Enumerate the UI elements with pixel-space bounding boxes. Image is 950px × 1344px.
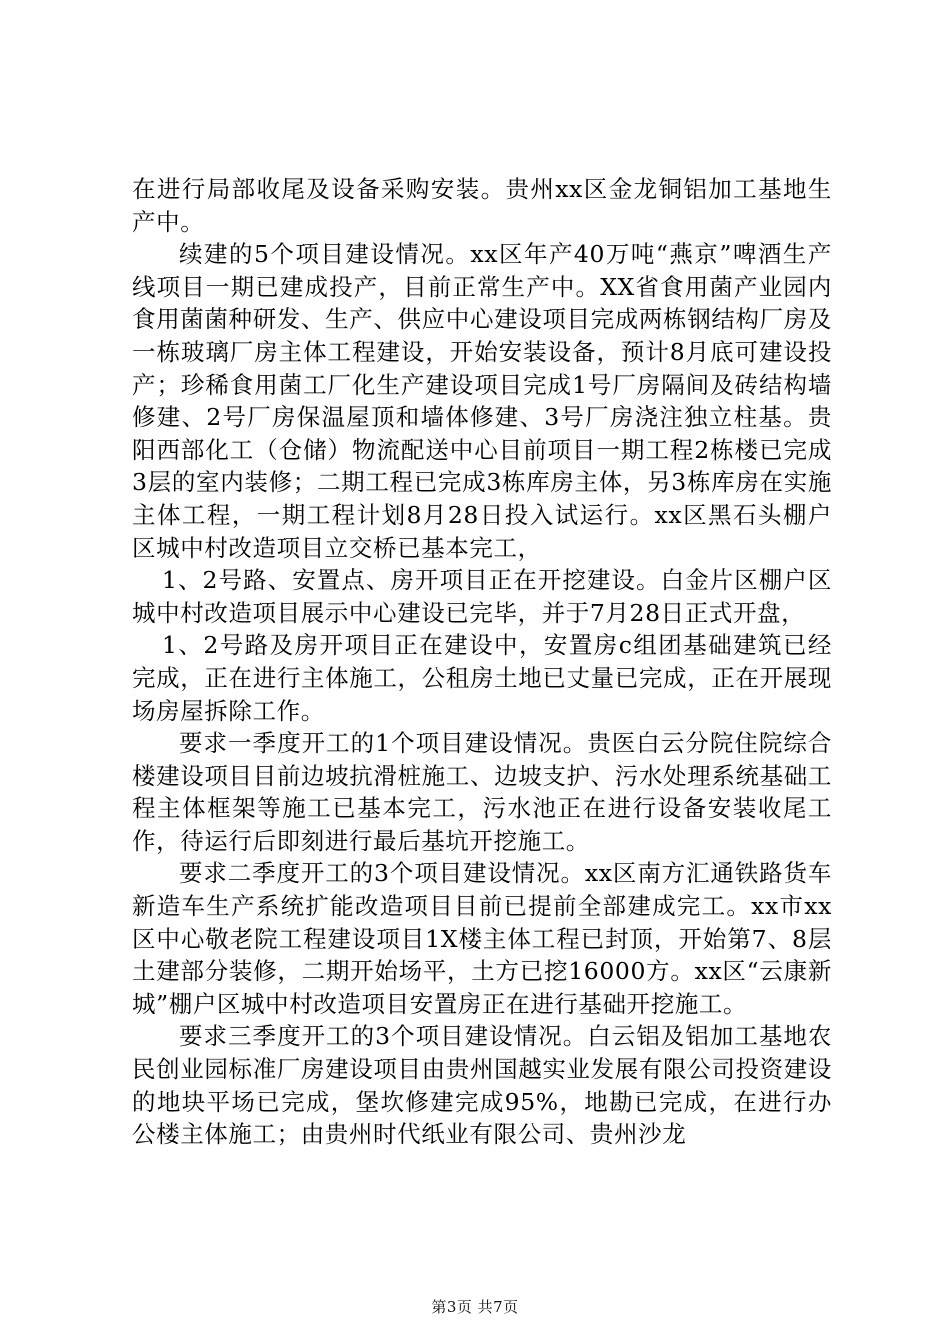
page-number-footer: 第3页 共7页: [431, 1298, 519, 1316]
paragraph-4: 1、2号路及房开项目正在建设中，安置房c组团基础建筑已经完成，正在进行主体施工，公租房土地已丈量已完成，正在开展现场房屋拆除工作。: [132, 631, 832, 725]
paragraph-3: 1、2号路、安置点、房开项目正在开挖建设。白金片区棚户区城中村改造项目展示中心建设已完毕，并于7月28日正式开盘，: [132, 566, 832, 627]
paragraph-2: 续建的5个项目建设情况。xx区年产40万吨“燕京”啤酒生产线项目一期已建成投产，目前正常生产中。XX省食用菌产业园内食用菌菌种研发、生产、供应中心建设项目完成两栋钢结构厂房及一栋玻璃厂房主体工程建设，开始安装设备，预计8月底可建设投产；珍稀食用菌工厂化生产建设项目完成1号厂房隔间及砖结构墙修建、2号厂房保温屋顶和墙体修建、3号厂房浇注独立柱基。贵阳西部化工（仓储）物流配送中心目前项目一期工程2栋楼已完成3层的室内装修；二期工程已完成3栋库房主体，另3栋库房在实施主体工程，一期工程计划8月28日投入试运行。xx区黑石头棚户区城中村改造项目立交桥已基本完工，: [132, 240, 832, 562]
paragraph-6: 要求二季度开工的3个项目建设情况。xx区南方汇通铁路货车新造车生产系统扩能改造项目目前已提前全部建成完工。xx市xx区中心敬老院工程建设项目1X楼主体工程已封顶，开始第7、8层土建部分装修，二期开始场平，土方已挖16000方。xx区“云康新城”棚户区城中村改造项目安置房正在进行基础开挖施工。: [132, 859, 832, 1018]
document-body: [132, 173, 832, 1151]
paragraph-7: 要求三季度开工的3个项目建设情况。白云铝及铝加工基地农民创业园标准厂房建设项目由贵州国越实业发展有限公司投资建设的地块平场已完成，堡坎修建完成95%，地勘已完成，在进行办公楼主体施工；由贵州时代纸业有限公司、贵州沙龙: [132, 1022, 832, 1149]
paragraph-5: 要求一季度开工的1个项目建设情况。贵医白云分院住院综合楼建设项目目前边坡抗滑桩施工、边坡支护、污水处理系统基础工程主体框架等施工已基本完工，污水池正在进行设备安装收尾工作，待运行后即刻进行最后基坑开挖施工。: [132, 729, 832, 855]
paragraph-1: 在进行局部收尾及设备采购安装。贵州xx区金龙铜铝加工基地生产中。: [132, 175, 832, 236]
